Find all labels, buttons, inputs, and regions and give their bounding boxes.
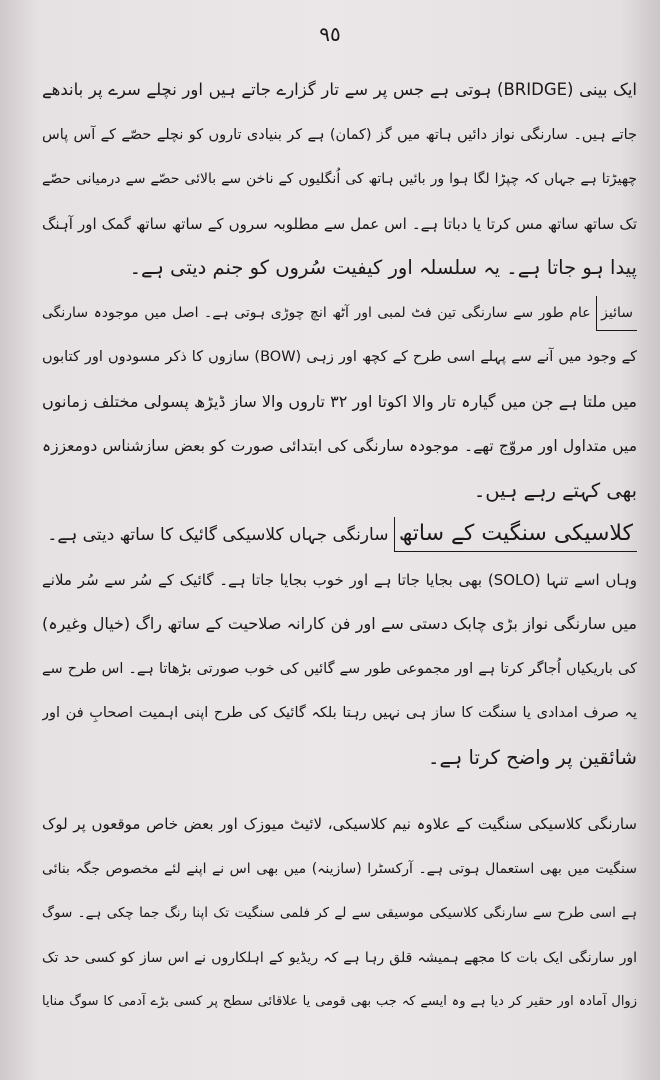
text-line: شائقین پر واضح کرتا ہے۔ xyxy=(428,745,637,769)
size-heading: سائیز xyxy=(596,296,637,331)
size-first-line-text: عام طور سے سارنگی تین فٹ لمبی اور آٹھ انچ چوڑی ہوتی ہے۔ اصل میں موجودہ سارنگی xyxy=(42,304,591,321)
text-line: ہے اسی طرح سے سارنگی کلاسیکی موسیقی سے لے کر فلمی سنگیت تک اپنا رنگ جما چکی ہے۔ سوگ xyxy=(42,905,637,921)
text-line: یہ صرف امدادی یا سنگت کا ساز ہی نہیں رہتا بلکہ گائیک کی طرح اپنی اہمیت اصحابِ فن اور xyxy=(42,705,637,721)
text-line: میں سارنگی نواز بڑی چابک دستی سے اور فن کارانہ صلاحیت کے ساتھ راگ (خیال وغیرہ) xyxy=(42,614,637,633)
text-line: سنگیت میں بھی استعمال ہوتی ہے۔ آرکسٹرا (سازینہ) میں بھی اس نے اپنے لئے مخصوص جگہ بنائی xyxy=(42,860,637,877)
text-line: وہاں اسے تنہا (SOLO) بھی بجایا جاتا ہے اور خوب بجایا جاتا ہے۔ گائیک کے سُر سے سُر ملانے xyxy=(42,570,637,589)
text-line: چھیڑتا ہے جہاں کہ چپڑا لگا ہوا ور بائیں ہاتھ کی اُنگلیوں کے ناخن سے بالائی حصّے سے درمیانی حصّے xyxy=(42,171,637,187)
text-line: میں ملتا ہے جن میں گیارہ تار والا اکوتا اور ۳۲ تاروں والا ساز ڈیڑھ پسولی مختلف زمانوں xyxy=(42,391,637,411)
text-line: سارنگی کلاسیکی سنگیت کے علاوہ نیم کلاسیکی، لائیٹ میوزک اور بعض خاص موقعوں پر لوک xyxy=(42,815,637,833)
text-line: پیدا ہو جاتا ہے۔ یہ سلسلہ اور کیفیت سُروں کو جنم دیتی ہے۔ xyxy=(129,256,637,279)
classical-heading: کلاسیکی سنگیت کے ساتھ xyxy=(394,517,637,552)
text-line: کے وجود میں آنے سے پہلے اسی طرح کے کچھ اور زہی (BOW) سازوں کا ذکر مسودوں اور کتابوں xyxy=(42,349,637,365)
page-number: ٩٥ xyxy=(319,22,341,46)
text-line: بھی کہتے رہے ہیں۔ xyxy=(473,478,637,502)
text-line: میں متداول اور مروّج تھے۔ موجودہ سارنگی کی ابتدائی صورت کو بعض سازشناس دومعززہ xyxy=(42,437,637,455)
text-line: کی باریکیاں اُجاگر کرتا ہے اور مجموعی طور سے گائیں کی خوب صورتی بڑھاتا ہے۔ اس طرح سے xyxy=(42,660,637,677)
text-line: زوال آمادہ اور حقیر کر دیا ہے وہ ایسے کہ جب بھی قومی یا علاقائی سطح پر کسی بڑے آدمی کا سوگ منایا xyxy=(42,994,637,1009)
classical-paragraph-first-line xyxy=(42,513,637,558)
page-text xyxy=(42,68,637,1025)
text-line: ایک بینی (BRIDGE) ہوتی ہے جس پر سے تار گزارے جاتے ہیں اور نچلے سرے پر باندھے xyxy=(42,80,637,99)
paragraph-gap xyxy=(42,780,637,802)
text-line: اور سارنگی ایک بات کا مجھے ہمیشہ قلق رہا ہے کہ ریڈیو کے اہلکاروں نے اس ساز کو کسی حد تک xyxy=(42,949,637,966)
size-paragraph-first-line xyxy=(42,291,637,336)
text-line: جاتے ہیں۔ سارنگی نواز دائیں ہاتھ میں گز (کمان) ہے کر بنیادی تاروں کو نچلے حصّے کے آس پاس xyxy=(42,126,637,143)
text-line: تک ساتھ ساتھ مس کرتا یا دباتا ہے۔ اس عمل سے مطلوبہ سروں کے ساتھ ساتھ گمک اور آہنگ xyxy=(42,214,637,233)
classical-first-line-text: سارنگی جہاں کلاسیکی گائیک کا ساتھ دیتی ہے۔ xyxy=(47,525,389,545)
